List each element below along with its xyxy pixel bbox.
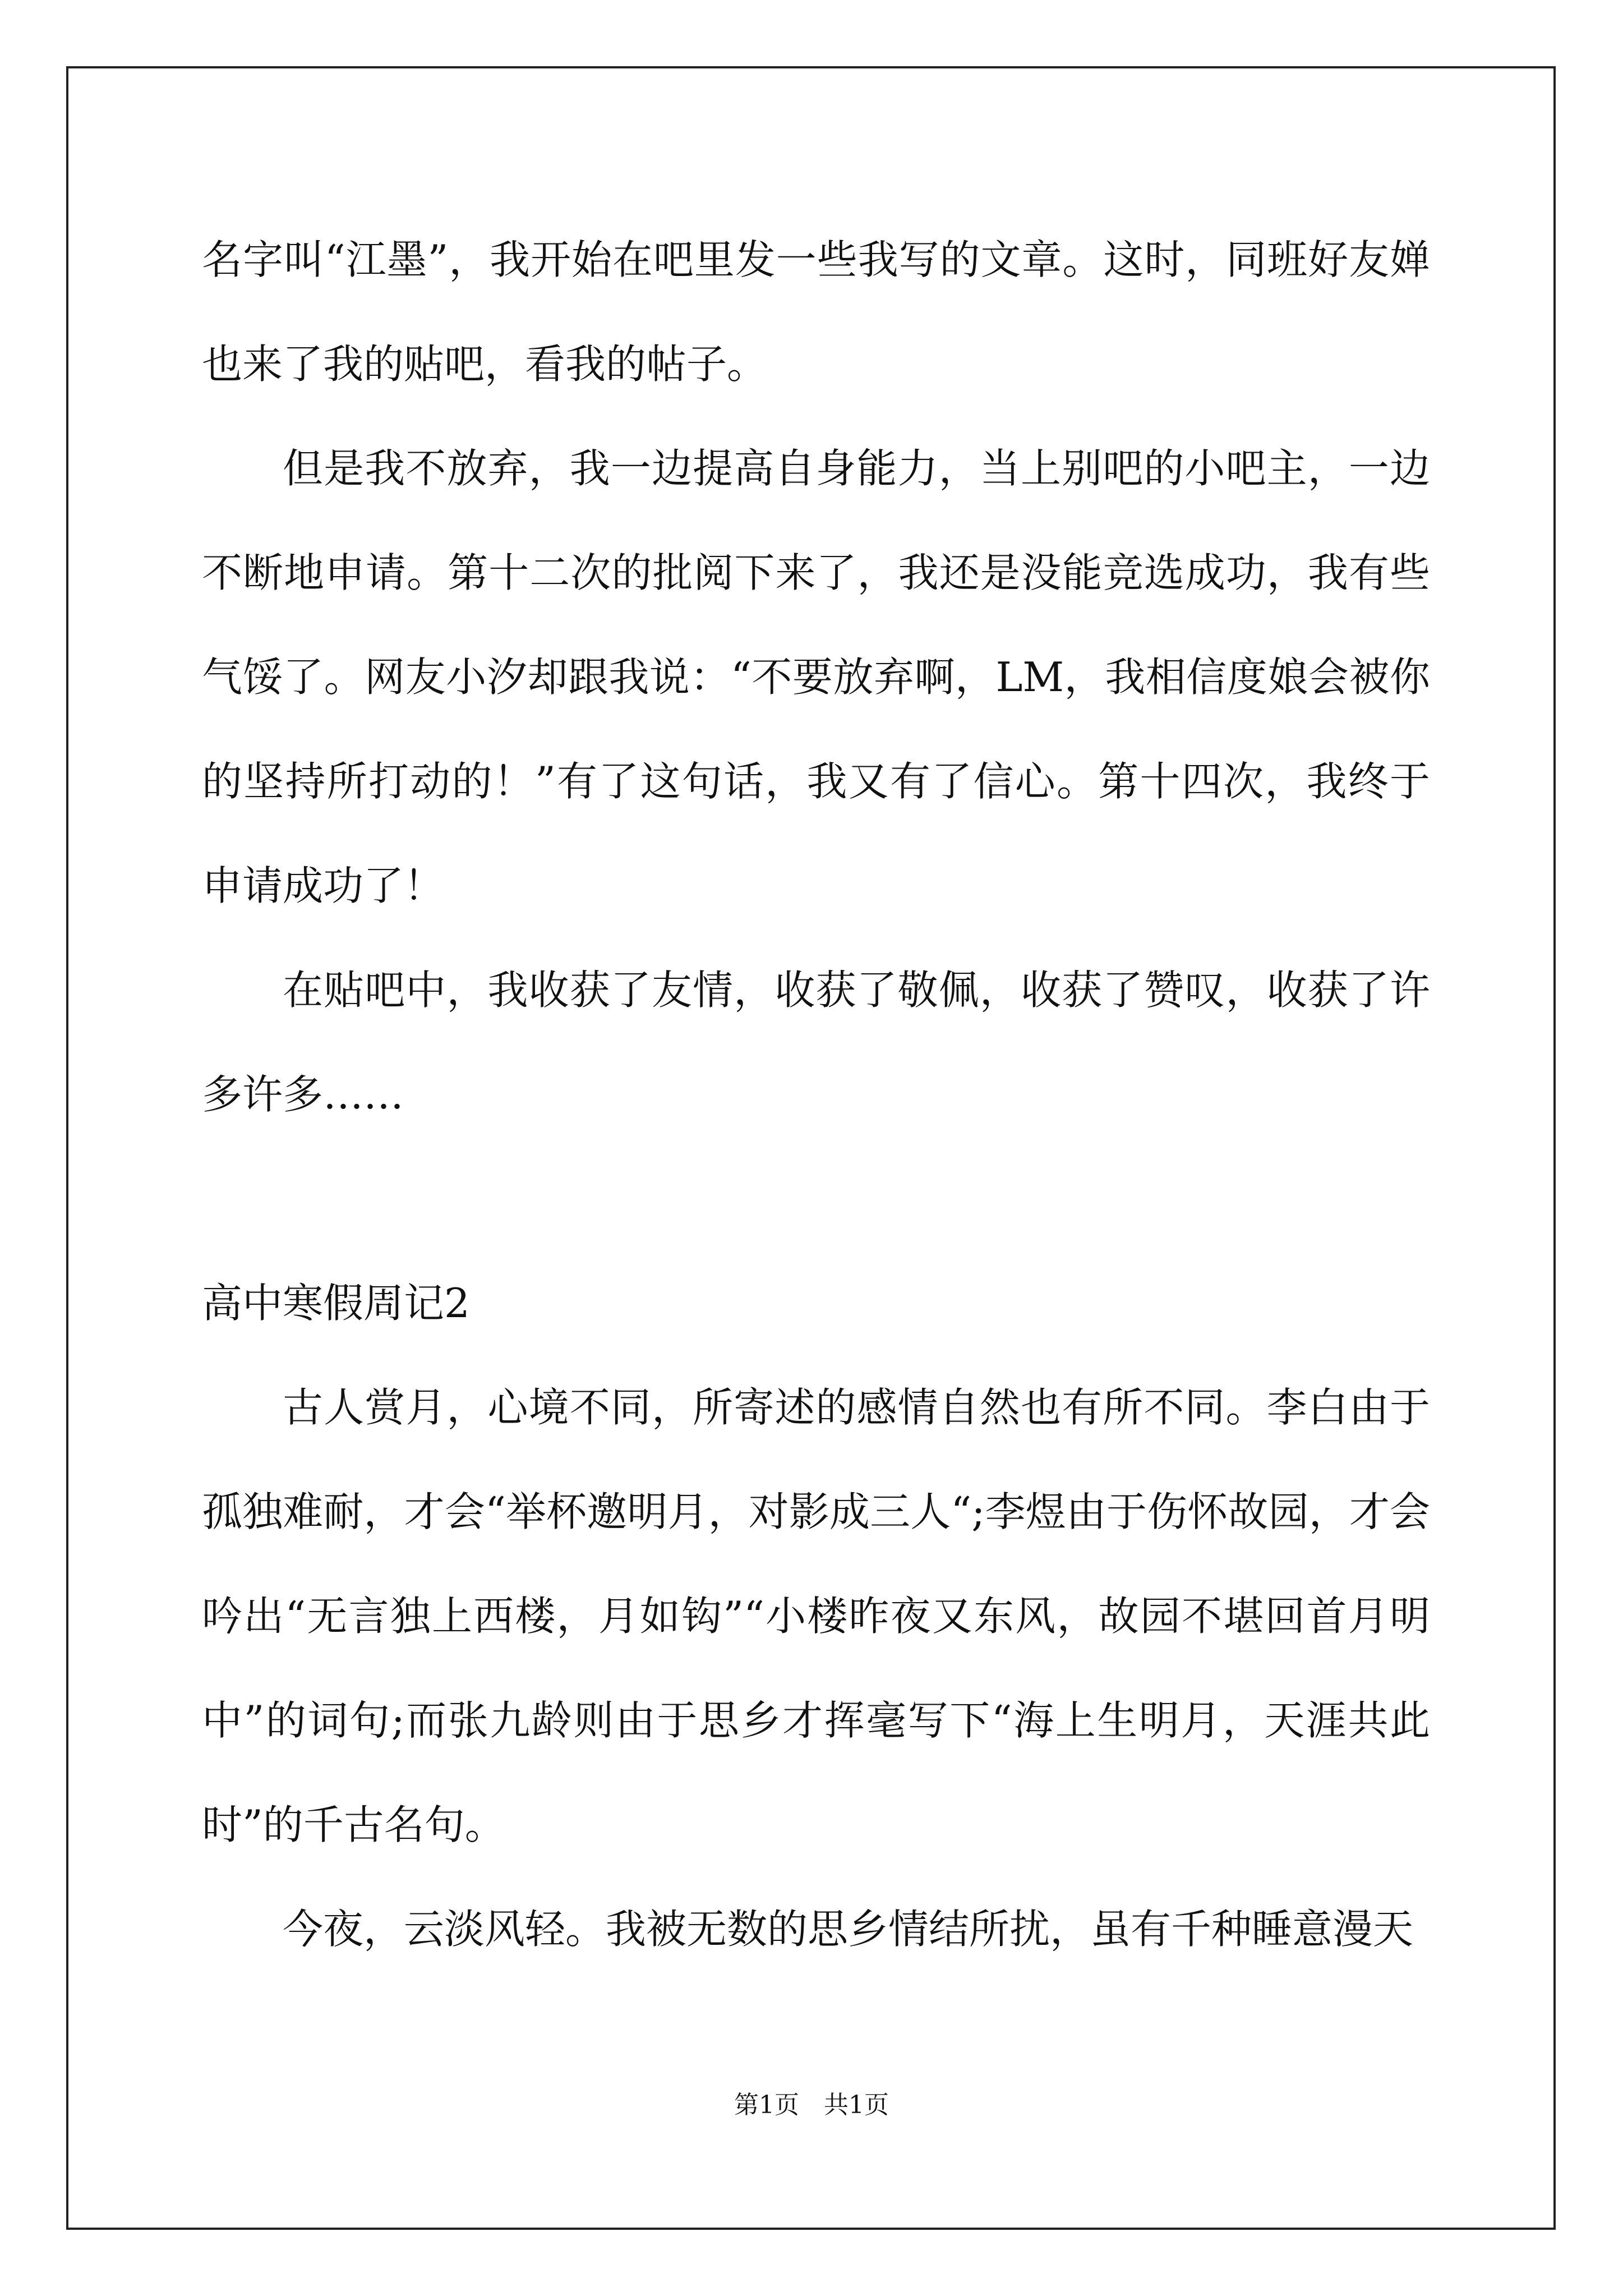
paragraph-1: 名字叫“江墨”，我开始在吧里发一些我写的文章。这时，同班好友婵也来了我的贴吧，看我的帖子。 bbox=[202, 236, 1430, 388]
page-footer: 第1页 共1页 bbox=[734, 2091, 889, 2119]
section-title: 高中寒假周记2 bbox=[202, 1280, 470, 1327]
section-paragraph-1: 古人赏月，心境不同，所寄述的感情自然也有所不同。李白由于孤独难耐，才会“举杯邀明月，对影成三人“;李煜由于伤怀故园，才会吟出“无言独上西楼，月如钩”“小楼昨夜又东风，故园不堪回首月明中”的词句;而张九龄则由于思乡才挥毫写下“海上生明月，天涯共此时”的千古名句。 bbox=[202, 1384, 1430, 1848]
document-body bbox=[202, 208, 1430, 1981]
section-spacer bbox=[202, 1147, 1430, 1251]
paragraph-2: 但是我不放弃，我一边提高自身能力，当上别吧的小吧主，一边不断地申请。第十二次的批阅下来了，我还是没能竞选成功，我有些气馁了。网友小汐却跟我说：“不要放弃啊，LM，我相信度娘会被你的坚持所打动的！”有了这句话，我又有了信心。第十四次，我终于申请成功了！ bbox=[202, 445, 1430, 909]
section-paragraph-2: 今夜，云淡风轻。我被无数的思乡情结所扰，虽有千种睡意漫天 bbox=[283, 1906, 1414, 1953]
paragraph-3: 在贴吧中，我收获了友情，收获了敬佩，收获了赞叹，收获了许多许多…… bbox=[202, 967, 1430, 1118]
